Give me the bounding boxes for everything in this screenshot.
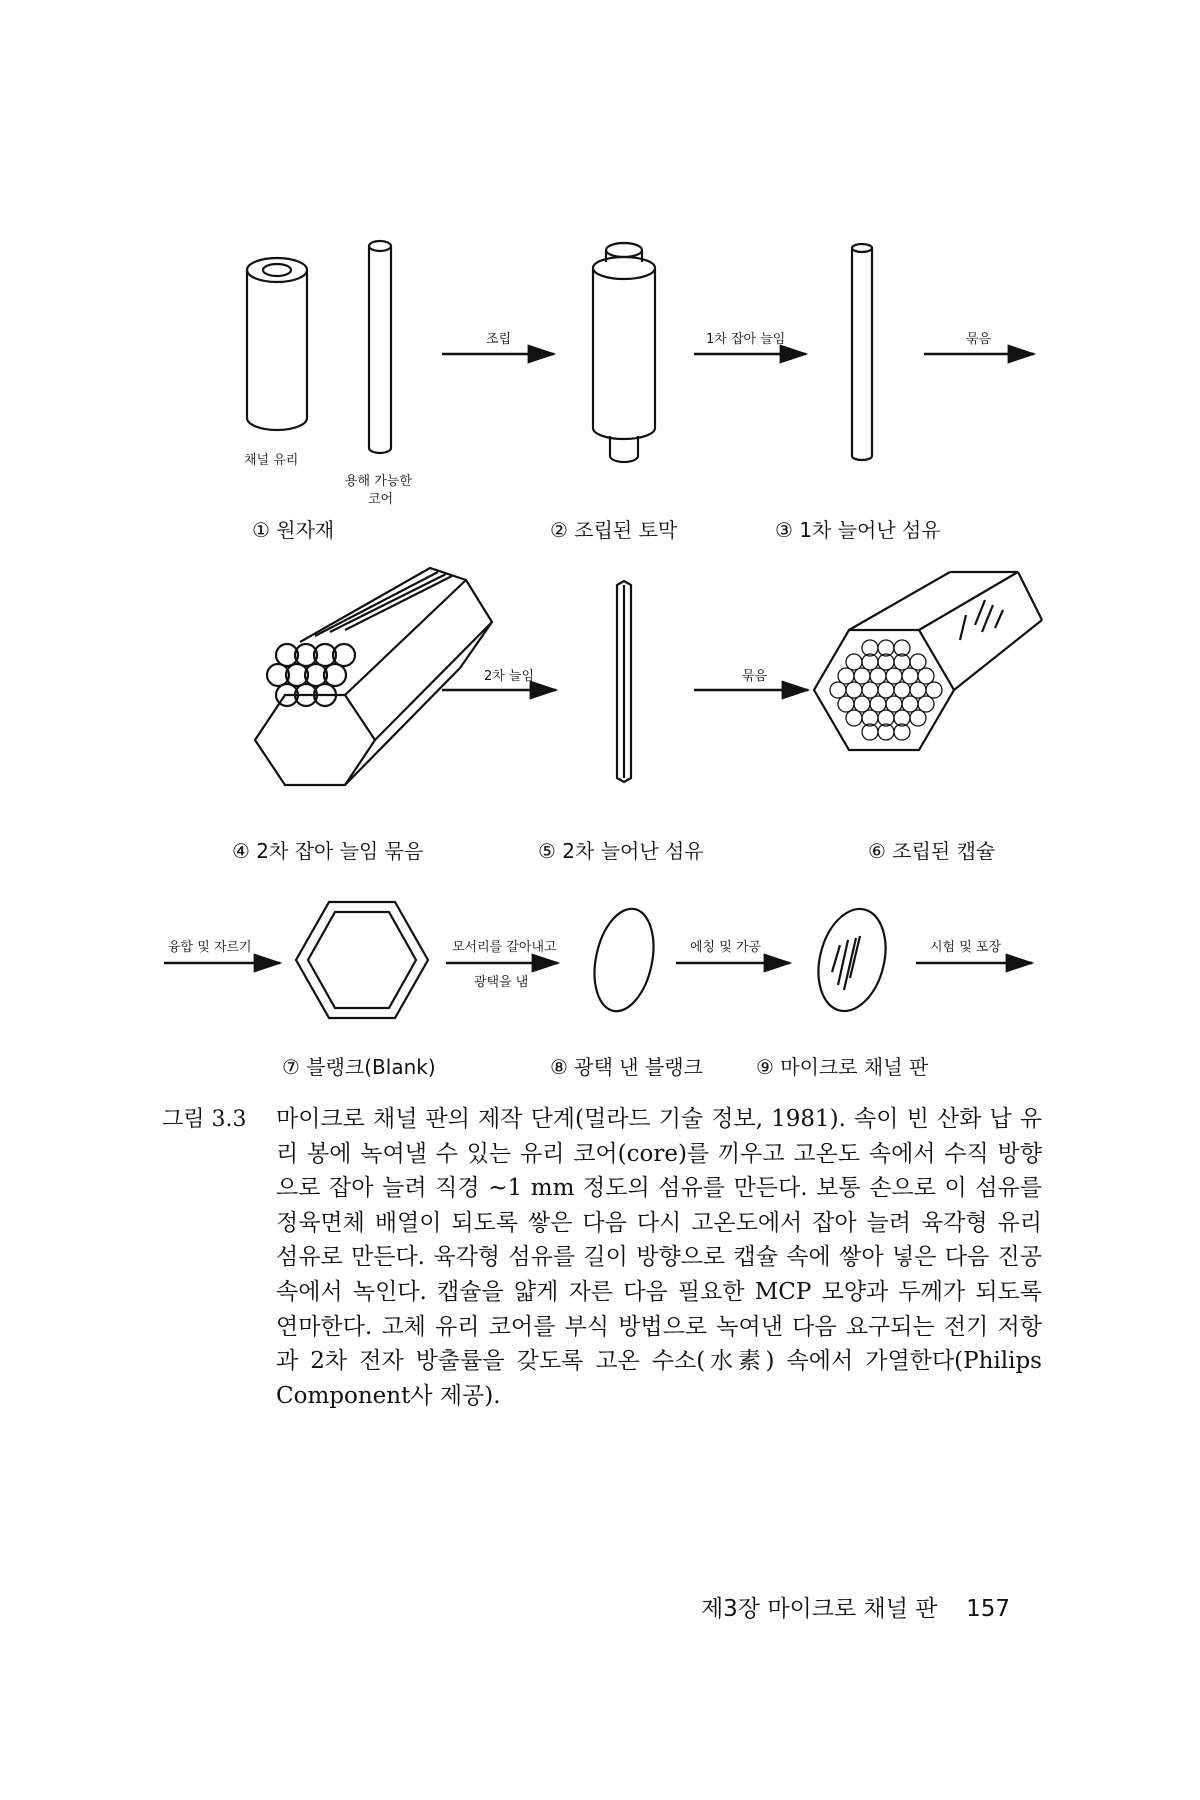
assemble-arrow-label: 조립 bbox=[486, 332, 512, 347]
channel-glass-label: 채널 유리 bbox=[244, 453, 299, 468]
label-assembled-capsule: ⑥ 조립된 캡슐 bbox=[868, 839, 996, 863]
core-label-1: 용해 가능한 bbox=[345, 474, 412, 489]
test-pack-arrow-label: 시험 및 포장 bbox=[930, 940, 1002, 955]
soluble-core-rod bbox=[369, 241, 391, 453]
capsule-fiber-pattern bbox=[830, 640, 942, 740]
microchannel-plate bbox=[808, 902, 895, 1018]
label-second-bundle: ④ 2차 잡아 늘임 묶음 bbox=[232, 839, 424, 863]
core-label-2: 코어 bbox=[368, 492, 394, 507]
grind-arrow-label-2: 광택을 냄 bbox=[474, 975, 529, 990]
label-blank: ⑦ 블랭크(Blank) bbox=[282, 1055, 436, 1079]
polished-blank bbox=[586, 903, 662, 1016]
label-first-fiber: ③ 1차 늘어난 섬유 bbox=[775, 518, 941, 542]
figure-caption: 마이크로 채널 판의 제작 단계(멀라드 기술 정보, 1981). 속이 빈 산화 납 유리 봉에 녹여낼 수 있는 유리 코어(core)를 끼우고 고온도 속에서 수직 방향으로 잡아 늘려 직경 ~1 mm 정도의 섬유를 만든다. 보통 손으로 이 섬유를 정육면체 배열이 되도록 쌓은 다음 다시 고온도에서 잡아 늘려 육각형 유리 섬유로 만든다. 육각형 섬유를 길이 방향으로 캡슐 속에 쌓아 넣은 다음 진공 속에서 녹인다. 캡슐을 얇게 자른 다음 필요한 MCP 모양과 두께가 되도록 연마한다. 고체 유리 코어를 부식 방법으로 녹여낸 다음 요구되는 전기 저항과 2차 전자 방출률을 갖도록 고온 수소(水素) 속에서 가열한다(Philips Component사 제공). bbox=[276, 1106, 1042, 1409]
bundle1-arrow-label: 묶음 bbox=[966, 332, 992, 347]
chapter-title: 제3장 마이크로 채널 판 bbox=[700, 1596, 938, 1622]
first-drawn-fiber bbox=[852, 244, 872, 460]
channel-glass-tube bbox=[247, 258, 307, 430]
draw1-arrow-label: 1차 잡아 늘임 bbox=[706, 332, 786, 347]
fuse-cut-arrow-label: 융합 및 자르기 bbox=[168, 940, 252, 955]
hex-bundle bbox=[255, 568, 492, 785]
hex-blank bbox=[296, 902, 428, 1018]
bundle2-arrow-label: 묶음 bbox=[742, 669, 768, 684]
etch-arrow-label: 에칭 및 가공 bbox=[690, 940, 762, 955]
assembled-billet bbox=[593, 243, 655, 462]
label-assembled-billet: ② 조립된 토막 bbox=[550, 518, 678, 542]
page-footer bbox=[700, 1590, 1010, 1623]
figure-number: 그림 3.3 bbox=[162, 1107, 247, 1132]
grind-arrow-label-1: 모서리를 갈아내고 bbox=[452, 940, 557, 955]
second-drawn-fiber bbox=[617, 581, 631, 782]
label-second-fiber: ⑤ 2차 늘어난 섬유 bbox=[538, 839, 704, 863]
page-number: 157 bbox=[966, 1596, 1010, 1622]
label-polished-blank: ⑧ 광택 낸 블랭크 bbox=[550, 1055, 703, 1079]
label-raw-material: ① 원자재 bbox=[252, 518, 335, 542]
label-mcp: ⑨ 마이크로 채널 판 bbox=[756, 1055, 929, 1079]
draw2-arrow-label: 2차 늘임 bbox=[484, 669, 535, 684]
